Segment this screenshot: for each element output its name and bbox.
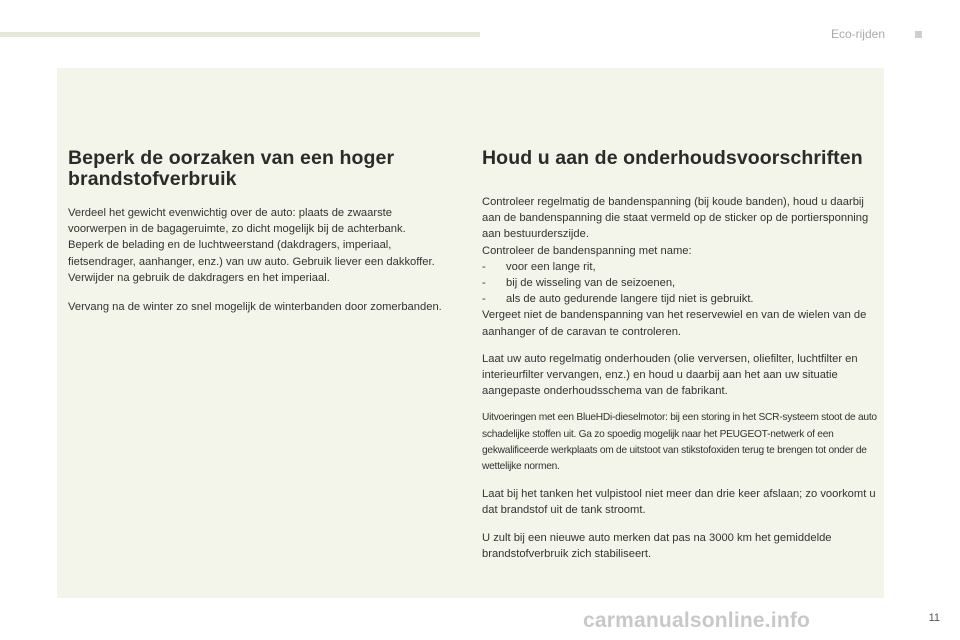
left-paragraph-3: Verwijder na gebruik de dakdragers en het imperiaal.	[68, 271, 330, 284]
list-item	[482, 259, 877, 275]
list-dash: -	[482, 277, 486, 290]
left-heading-line1: Beperk de oorzaken van een hoger	[68, 147, 395, 169]
right-paragraph-4: Laat uw auto regelmatig onderhouden (olie verversen, oliefilter, luchtfilter en interieurfilter vervangen, enz.) en houd u daarbij aan het aan uw situatie aangepaste onderhoudsschema van de fabrikant.	[482, 352, 858, 398]
list-item	[482, 291, 877, 307]
list-item	[482, 275, 877, 291]
right-paragraph-2: Controleer de bandenspanning met name:	[482, 244, 692, 257]
left-paragraph-4: Vervang na de winter zo snel mogelijk de winterbanden door zomerbanden.	[68, 301, 442, 314]
list-dash: -	[482, 260, 486, 273]
right-paragraph-1: Controleer regelmatig de bandenspanning (bij koude banden), houd u daarbij aan de bandenspanning die staat vermeld op de sticker op de portiersponning aan bestuurderszijde.	[482, 196, 869, 241]
right-paragraph-3: Vergeet niet de bandenspanning van het reservewiel en van de wielen van de aanhanger of de caravan te controleren.	[482, 309, 867, 338]
right-paragraph-7: U zult bij een nieuwe auto merken dat pas na 3000 km het gemiddelde brandstofverbruik zich stabiliseert.	[482, 531, 832, 560]
list-item-text: bij de wisseling van de seizoenen,	[506, 277, 676, 290]
page-number: 11	[928, 612, 940, 624]
watermark: carmanualsonline.info	[583, 609, 811, 632]
list-item-text: voor een lange rit,	[506, 260, 596, 273]
section-marker-icon	[915, 31, 922, 38]
tire-check-list	[482, 259, 877, 308]
left-heading-line2: brandstofverbruik	[68, 168, 237, 190]
list-dash: -	[482, 293, 486, 306]
header-rule	[0, 32, 480, 37]
right-heading: Houd u aan de onderhoudsvoorschriften	[482, 147, 863, 169]
right-paragraph-6: Laat bij het tanken het vulpistool niet meer dan drie keer afslaan; zo voorkomt u dat brandstof uit de tank stroomt.	[482, 488, 876, 517]
right-column	[482, 148, 877, 562]
left-column	[68, 148, 448, 315]
right-paragraph-5: Uitvoeringen met een BlueHDi-dieselmotor: bij een storing in het SCR-systeem stoot de auto schadelijke stoffen uit. Ga zo spoedig mogelijk naar het PEUGEOT-netwerk of een gekwalificeerde werkplaats om de uitstoot van stikstofoxiden terug te brengen tot onder de wettelijke normen.	[482, 412, 877, 473]
section-title: Eco-rijden	[830, 27, 885, 41]
left-heading	[68, 148, 448, 190]
left-paragraph-2: Beperk de belading en de luchtweerstand (dakdragers, imperiaal, fietsendrager, aanhanger, enz.) van uw auto. Gebruik liever een dakkoffer.	[68, 239, 435, 268]
left-paragraph-1: Verdeel het gewicht evenwichtig over de auto: plaats de zwaarste voorwerpen in de bagageruimte, zo dicht mogelijk bij de achterbank.	[68, 207, 406, 236]
list-item-text: als de auto gedurende langere tijd niet is gebruikt.	[506, 293, 754, 306]
